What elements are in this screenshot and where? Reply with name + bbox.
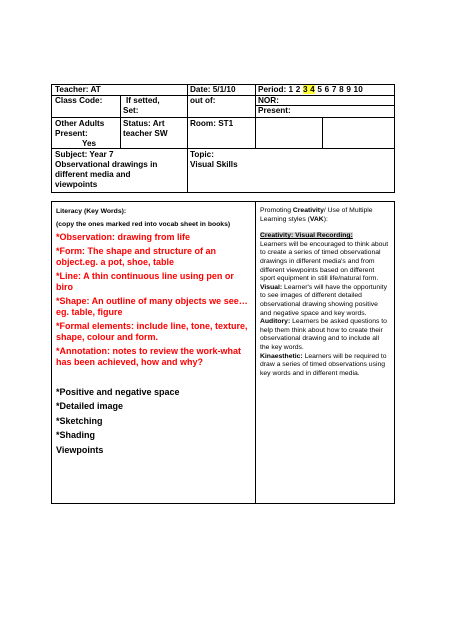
setted-label: If setted,	[126, 96, 160, 105]
key-word: Viewpoints	[56, 444, 104, 455]
auditory-text: Learners be asked questions to help them think about how to create their observational drawing and to include all the key words.	[260, 318, 387, 351]
period-label	[258, 85, 363, 95]
lesson-content-table	[51, 201, 395, 504]
divider	[120, 117, 121, 148]
literacy-title: Literacy (Key Words):	[56, 208, 127, 215]
period-highlighted: 3 4	[302, 85, 315, 94]
literacy-subtitle: (copy the ones marked red into vocab sheet in books)	[56, 220, 231, 228]
divider	[52, 117, 394, 118]
kinaesthetic-paragraph	[260, 353, 390, 379]
subject-line-3: different media and	[55, 170, 131, 179]
period-numbers-before: 1 2	[288, 85, 303, 94]
auditory-label: Auditory:	[260, 318, 291, 326]
creativity-intro	[260, 207, 390, 224]
intro-text: ):	[323, 215, 328, 223]
status-label: Status: Art	[123, 119, 165, 128]
creativity-column	[260, 207, 390, 378]
key-word: *Sketching	[56, 415, 103, 426]
lesson-header-table	[51, 84, 395, 193]
intro-text: / Use of Multiple Learning styles (	[260, 207, 373, 223]
nor-label: NOR:	[258, 96, 279, 105]
key-word-red: *Formal elements: include line, tone, texture, shape, colour and form.	[56, 321, 248, 342]
topic-value: Visual Skills	[190, 160, 238, 169]
divider	[322, 117, 323, 148]
out-of-label: out of:	[190, 96, 216, 105]
key-word-red: *Form: The shape and structure of an object.eg. a pot, shoe, table	[56, 246, 217, 267]
topic-label: Topic:	[190, 150, 214, 159]
intro-vak: VAK	[309, 215, 324, 223]
key-word: *Detailed image	[56, 401, 124, 411]
key-word-red: *Annotation: notes to review the work-what has been achieved, how and why?	[56, 346, 242, 367]
key-word-red: *Line: A thin continuous line using pen or biro	[56, 271, 234, 292]
date-label: Date: 5/1/10	[190, 85, 236, 94]
auditory-paragraph	[260, 318, 390, 352]
kinaesthetic-label: Kinaesthetic:	[260, 352, 303, 360]
key-word-red: *Shape: An outline of many objects we see…eg. table, figure	[56, 296, 248, 317]
yes-value: Yes	[82, 139, 97, 148]
subject-line-2: Observational drawings in	[55, 160, 158, 169]
other-adults-label: Other Adults	[55, 119, 105, 128]
visual-text: Learner's will have the opportunity to see images of different detailed observational drawing showing positive and negative space and key words.	[260, 283, 387, 317]
divider	[187, 85, 188, 192]
kinaesthetic-text: Learners will be required to draw a series of timed observations using key words and in different media.	[260, 352, 387, 377]
class-code-label: Class Code:	[55, 96, 103, 105]
status-value: teacher SW	[123, 129, 168, 138]
teacher-label: Teacher: AT	[55, 85, 101, 94]
period-numbers-after: 5 6 7 8 9 10	[314, 85, 364, 94]
divider	[120, 95, 121, 117]
divider	[52, 148, 394, 149]
present-label: Present:	[55, 129, 88, 138]
subject-label: Subject: Year 7	[55, 150, 114, 159]
key-word: *Shading	[56, 430, 96, 440]
creativity-text: Learners will be encouraged to think about to create a series of timed observational drawings in different media's and from different viewpoints based on different sport equipment in still life/natural form.	[260, 240, 389, 283]
key-word-red: *Observation: drawing from life	[56, 232, 191, 242]
intro-creativity: Creativity	[292, 207, 324, 214]
column-divider	[255, 202, 256, 503]
literacy-column	[56, 207, 253, 456]
subject-line-4: viewpoints	[55, 180, 98, 189]
key-word: *Positive and negative space	[56, 386, 180, 397]
set-label: Set:	[123, 106, 139, 115]
room-label: Room: ST1	[190, 119, 234, 128]
visual-label: Visual:	[260, 283, 283, 291]
divider	[52, 95, 394, 96]
period-prefix: Period:	[258, 85, 289, 94]
visual-paragraph	[260, 284, 390, 318]
creativity-heading: Creativity: Visual Recording:	[260, 232, 353, 240]
intro-text: Promoting	[260, 207, 293, 214]
present-right-label: Present:	[258, 106, 291, 115]
